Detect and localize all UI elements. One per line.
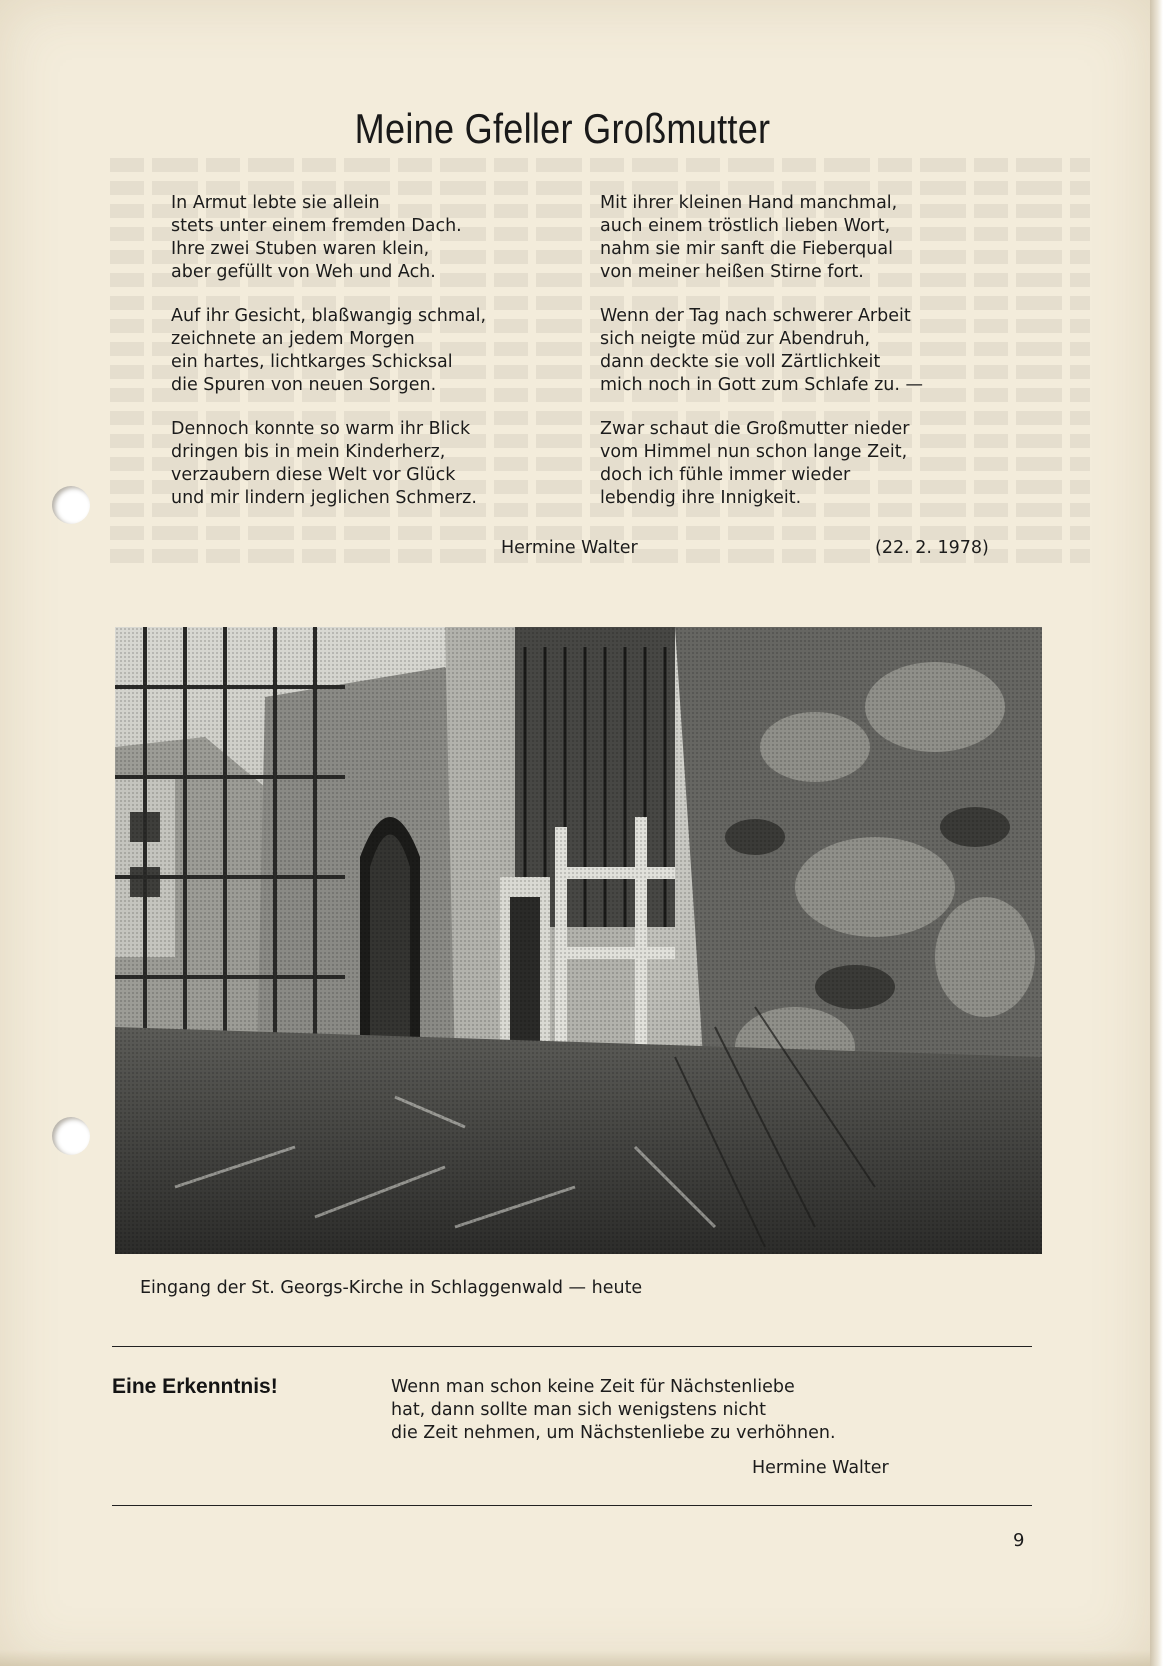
poem-line: und mir lindern jeglichen Schmerz. (171, 488, 477, 508)
poem-column-left (171, 192, 571, 531)
poem-line: Mit ihrer kleinen Hand manchmal, (600, 193, 898, 213)
poem-line: Zwar schaut die Großmutter nieder (600, 419, 910, 439)
poem-line: mich noch in Gott zum Schlafe zu. — (600, 375, 924, 395)
erkenntnis-author: Hermine Walter (752, 1458, 889, 1478)
divider-line (112, 1505, 1032, 1506)
poem-line: dann deckte sie voll Zärtlichkeit (600, 352, 881, 372)
poem-line: von meiner heißen Stirne fort. (600, 262, 864, 282)
church-entrance-photo (115, 627, 1042, 1254)
poem-title: Meine Gfeller Großmutter (354, 105, 771, 152)
poem-column-right (600, 192, 1030, 531)
poem-line: stets unter einem fremden Dach. (171, 216, 462, 236)
poem-line: Dennoch konnte so warm ihr Blick (171, 419, 471, 439)
erkenntnis-text (391, 1376, 836, 1445)
poem-line: ein hartes, lichtkarges Schicksal (171, 352, 453, 372)
erkenntnis-line: Wenn man schon keine Zeit für Nächstenliebe (391, 1377, 795, 1397)
poem-line: lebendig ihre Innigkeit. (600, 488, 802, 508)
poem-stanza (171, 418, 571, 510)
poem-stanza (600, 192, 1030, 284)
punch-hole (52, 1117, 90, 1155)
page-number: 9 (1013, 1530, 1025, 1551)
poem-line: nahm sie mir sanft die Fieberqual (600, 239, 893, 259)
poem-line: vom Himmel nun schon lange Zeit, (600, 442, 908, 462)
divider-line (112, 1346, 1032, 1347)
poem-line: die Spuren von neuen Sorgen. (171, 375, 437, 395)
poem-line: zeichnete an jedem Morgen (171, 329, 415, 349)
poem-line: Auf ihr Gesicht, blaßwangig schmal, (171, 306, 487, 326)
erkenntnis-heading: Eine Erkenntnis! (112, 1375, 278, 1398)
poem-stanza (171, 192, 571, 284)
poem-stanza (600, 305, 1030, 397)
poem-line: Ihre zwei Stuben waren klein, (171, 239, 430, 259)
erkenntnis-line: die Zeit nehmen, um Nächstenliebe zu verhöhnen. (391, 1423, 836, 1443)
page-edge (1150, 0, 1163, 1666)
poem-line: aber gefüllt von Weh und Ach. (171, 262, 436, 282)
photo-caption: Eingang der St. Georgs-Kirche in Schlaggenwald — heute (140, 1278, 643, 1298)
poem-author: Hermine Walter (501, 538, 638, 558)
poem-line: verzaubern diese Welt vor Glück (171, 465, 456, 485)
page-fold-shadow (0, 1650, 1150, 1666)
poem-line: In Armut lebte sie allein (171, 193, 380, 213)
poem-line: Wenn der Tag nach schwerer Arbeit (600, 306, 911, 326)
poem-date: (22. 2. 1978) (875, 538, 989, 558)
poem-stanza (600, 418, 1030, 510)
poem-line: doch ich fühle immer wieder (600, 465, 851, 485)
poem-stanza (171, 305, 571, 397)
punch-hole (52, 486, 90, 524)
poem-line: auch einem tröstlich lieben Wort, (600, 216, 891, 236)
poem-line: dringen bis in mein Kinderherz, (171, 442, 446, 462)
erkenntnis-line: hat, dann sollte man sich wenigstens nicht (391, 1400, 766, 1420)
poem-line: sich neigte müd zur Abendruh, (600, 329, 871, 349)
